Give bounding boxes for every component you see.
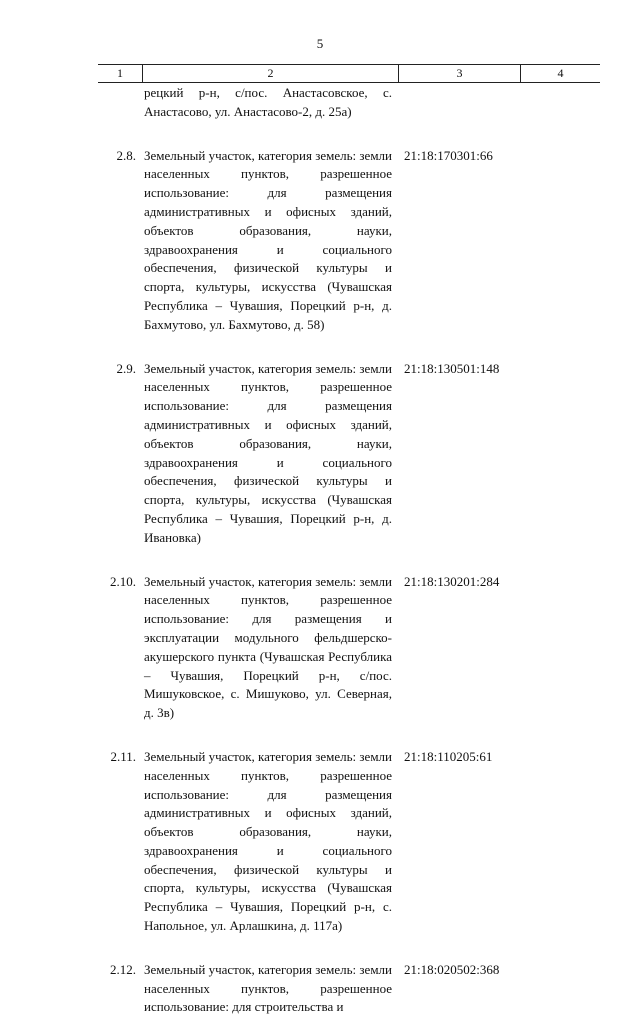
- table-row: [98, 573, 600, 723]
- table-row: [98, 748, 600, 936]
- row-number: 2.8.: [116, 147, 136, 163]
- row-cadastral-number: 21:18:130201:284: [404, 573, 500, 589]
- table-body: [98, 84, 600, 1017]
- row-cadastral-number: 21:18:020502:368: [404, 961, 500, 977]
- table-row: [98, 360, 600, 548]
- row-description: Земельный участок, категория земель: земли населенных пунктов, разрешенное использование: для размещения административных и офисных зданий, объектов образования, науки, здравоохранения и социального обеспечения, физической культуры и спорта, культуры, искусства (Чувашская Республика – Чувашия, Порецкий р-н, д. Бахмутово, ул. Бахмутово, д. 58): [144, 147, 392, 332]
- row-cadastral-number: 21:18:130501:148: [404, 360, 500, 376]
- row-description: Земельный участок, категория земель: земли населенных пунктов, разрешенное использование: для строительства и: [144, 961, 392, 1015]
- row-description: Земельный участок, категория земель: земли населенных пунктов, разрешенное использование: для размещения административных и офисных зданий, объектов образования, науки, здравоохранения и социального обеспечения, физической культуры и спорта, культуры, искусства (Чувашская Республика – Чувашия, Порецкий р-н, д. Ивановка): [144, 360, 392, 545]
- row-col-4: [514, 748, 594, 936]
- table-row: [98, 147, 600, 335]
- header-col-4: 4: [520, 65, 600, 82]
- header-col-2: 2: [142, 65, 398, 82]
- row-cadastral-number: 21:18:110205:61: [404, 748, 493, 764]
- row-col-4: [514, 84, 594, 122]
- header-col-3: 3: [398, 65, 520, 82]
- row-cadastral-number: 21:18:170301:66: [404, 147, 493, 163]
- row-cadastral-number: [392, 84, 514, 122]
- table-header: [98, 64, 600, 83]
- table-row-continuation: [98, 84, 600, 122]
- row-number: [98, 84, 142, 122]
- row-number: 2.11.: [110, 748, 136, 764]
- row-description: Земельный участок, категория земель: земли населенных пунктов, разрешенное использование: для размещения административных и офисных зданий, объектов образования, науки, здравоохранения и социального обеспечения, физической культуры и спорта, культуры, искусства (Чувашская Республика – Чувашия, Порецкий р-н, с. Напольное, ул. Арлашкина, д. 117а): [144, 748, 392, 934]
- row-number: 2.9.: [116, 360, 136, 376]
- row-col-4: [514, 573, 594, 723]
- row-col-4: [514, 147, 594, 335]
- header-col-1: 1: [117, 66, 123, 80]
- row-number: 2.10.: [110, 573, 136, 589]
- table-row: [98, 961, 600, 1017]
- row-number: 2.12.: [110, 961, 136, 977]
- page-number: 5: [316, 36, 324, 51]
- row-col-4: [514, 360, 594, 548]
- row-col-4: [514, 961, 594, 1017]
- row-description: Земельный участок, категория земель: земли населенных пунктов, разрешенное использование: для размещения и эксплуатации модульного фельдшерско-акушерского пункта (Чувашская Республика – Чувашия, Порецкий р-н, с/пос. Мишуковское, с. Мишуково, ул. Северная, д. 3в): [144, 573, 392, 721]
- row-description: рецкий р-н, с/пос. Анастасовское, с. Анастасово, ул. Анастасово-2, д. 25а): [144, 85, 392, 119]
